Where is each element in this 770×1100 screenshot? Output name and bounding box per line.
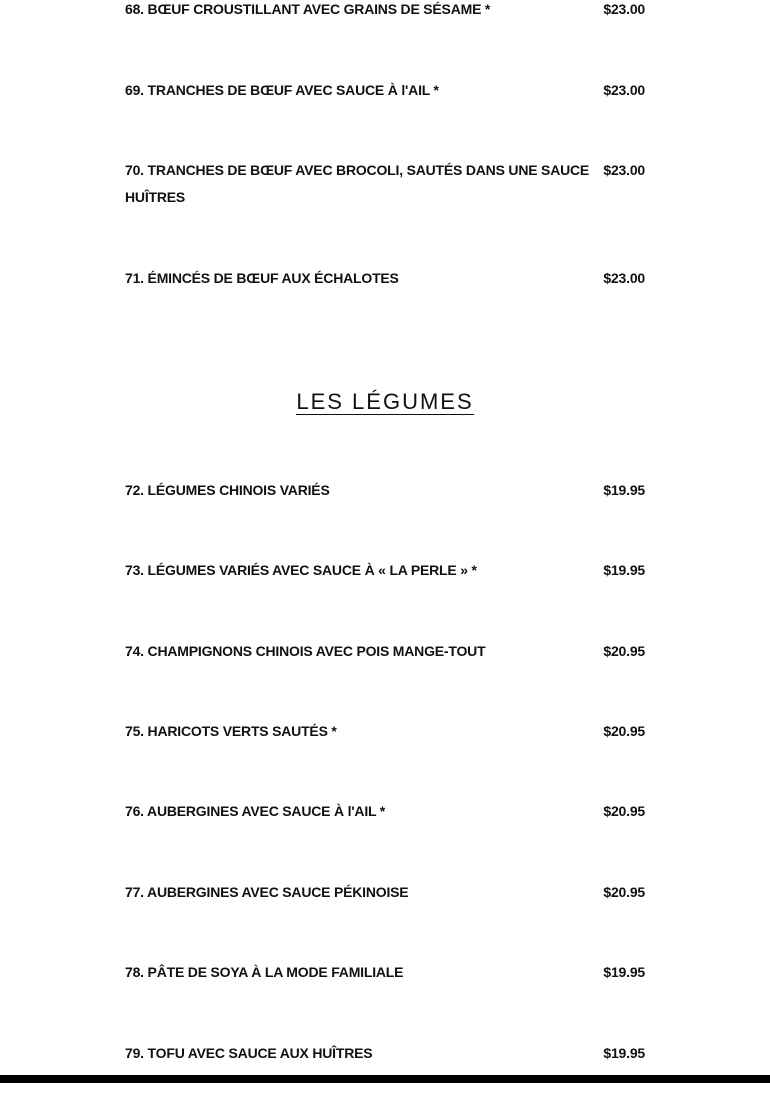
item-price: $19.95 — [603, 482, 645, 498]
item-name: 70. TRANCHES DE BŒUF AVEC BROCOLI, SAUTÉS DANS UNE SAUCE HUÎTRES — [125, 162, 590, 205]
menu-item — [125, 265, 645, 325]
item-price: $20.95 — [603, 803, 645, 819]
item-name: 78. PÂTE DE SOYA À LA MODE FAMILIALE — [125, 964, 404, 980]
item-price: $20.95 — [603, 643, 645, 659]
item-name: 76. AUBERGINES AVEC SAUCE À l'AIL * — [125, 803, 386, 819]
item-name: 79. TOFU AVEC SAUCE AUX HUÎTRES — [125, 1045, 373, 1061]
item-price: $23.00 — [603, 270, 645, 286]
menu-item — [125, 0, 645, 56]
item-price: $20.95 — [603, 723, 645, 739]
item-name: 77. AUBERGINES AVEC SAUCE PÉKINOISE — [125, 884, 409, 900]
item-price: $20.95 — [603, 884, 645, 900]
item-name: 69. TRANCHES DE BŒUF AVEC SAUCE À l'AIL * — [125, 82, 439, 98]
menu-item — [125, 879, 645, 939]
section-title — [0, 388, 770, 416]
menu-item — [125, 157, 645, 217]
menu-item — [125, 77, 645, 137]
menu-item — [125, 638, 645, 698]
item-name: 73. LÉGUMES VARIÉS AVEC SAUCE À « LA PERLE » * — [125, 562, 477, 578]
item-price: $23.00 — [603, 162, 645, 178]
item-name: 71. ÉMINCÉS DE BŒUF AUX ÉCHALOTES — [125, 270, 399, 286]
menu-item — [125, 557, 645, 617]
item-name: 68. BŒUF CROUSTILLANT AVEC GRAINS DE SÉSAME * — [125, 1, 491, 17]
item-price: $19.95 — [603, 562, 645, 578]
item-price: $19.95 — [603, 964, 645, 980]
menu-item — [125, 798, 645, 858]
item-price: $19.95 — [603, 1045, 645, 1061]
item-price: $23.00 — [603, 82, 645, 98]
section-title-text: LES LÉGUMES — [296, 389, 474, 414]
item-name: 74. CHAMPIGNONS CHINOIS AVEC POIS MANGE-TOUT — [125, 643, 486, 659]
item-name: 72. LÉGUMES CHINOIS VARIÉS — [125, 482, 330, 498]
menu-item — [125, 1040, 645, 1100]
menu-item — [125, 477, 645, 537]
item-name: 75. HARICOTS VERTS SAUTÉS * — [125, 723, 337, 739]
menu-item — [125, 718, 645, 778]
menu-item — [125, 959, 645, 1019]
item-price: $23.00 — [603, 1, 645, 17]
bottom-bar — [0, 1075, 770, 1083]
